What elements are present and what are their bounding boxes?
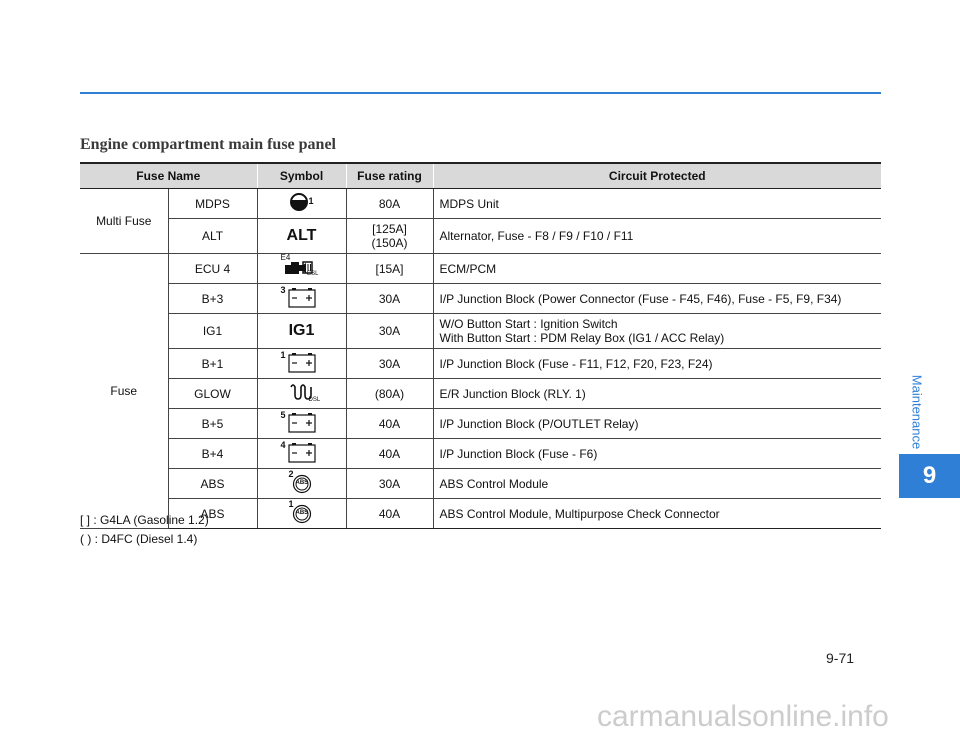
circuit-line-1: W/O Button Start : Ignition Switch <box>439 317 618 331</box>
fuse-symbol <box>257 254 346 284</box>
col-fuse-rating: Fuse rating <box>346 163 433 189</box>
fuse-name: B+4 <box>168 439 257 469</box>
fuse-name: ECU 4 <box>168 254 257 284</box>
rating-diesel: (150A) <box>371 236 408 250</box>
fuse-symbol <box>257 379 346 409</box>
circuit-protected <box>433 314 881 349</box>
battery-icon <box>267 284 337 310</box>
fuse-rating: (80A) <box>346 379 433 409</box>
table-row <box>80 314 881 349</box>
abs-symbol-label: ABS <box>295 480 309 486</box>
symbol-number: 1 <box>280 350 286 360</box>
abs-symbol-label: ABS <box>295 510 309 516</box>
fuse-rating: 40A <box>346 499 433 529</box>
top-rule <box>80 92 881 94</box>
fuse-rating: 40A <box>346 409 433 439</box>
group-fuse: Fuse <box>80 254 168 529</box>
table-row <box>80 469 881 499</box>
symbol-number: 1 <box>308 196 314 206</box>
fuse-symbol <box>257 314 346 349</box>
circuit-protected: I/P Junction Block (Fuse - F11, F12, F20, F23, F24) <box>433 349 881 379</box>
table-row <box>80 254 881 284</box>
fuse-symbol <box>257 284 346 314</box>
fuse-name: ABS <box>168 469 257 499</box>
note-gasoline: [ ] : G4LA (Gasoline 1.2) <box>80 513 209 527</box>
fuse-rating: 30A <box>346 469 433 499</box>
page-title: Engine compartment main fuse panel <box>80 136 336 153</box>
circuit-protected: E/R Junction Block (RLY. 1) <box>433 379 881 409</box>
table-row <box>80 439 881 469</box>
fuse-symbol <box>257 439 346 469</box>
fuse-name: ALT <box>168 219 257 254</box>
col-symbol: Symbol <box>257 163 346 189</box>
fuse-symbol <box>257 349 346 379</box>
battery-icon <box>267 439 337 465</box>
section-label-text: Maintenance <box>909 374 925 450</box>
circuit-protected: I/P Junction Block (Fuse - F6) <box>433 439 881 469</box>
battery-icon <box>267 409 337 435</box>
fuse-rating: [15A] <box>346 254 433 284</box>
fuse-name: GLOW <box>168 379 257 409</box>
fuse-name: ABS <box>168 499 257 529</box>
circuit-protected: Alternator, Fuse - F8 / F9 / F10 / F11 <box>433 219 881 254</box>
col-fuse-name: Fuse Name <box>80 163 257 189</box>
chapter-tab: 9 <box>899 454 960 498</box>
fuse-name: B+1 <box>168 349 257 379</box>
fuse-name: B+3 <box>168 284 257 314</box>
fuse-symbol <box>257 499 346 529</box>
note-diesel: ( ) : D4FC (Diesel 1.4) <box>80 532 198 546</box>
table-notes <box>80 511 209 549</box>
table-header-row <box>80 163 881 189</box>
glow-plug-icon <box>267 379 337 405</box>
engine-ecu-icon <box>267 254 337 280</box>
battery-icon <box>267 349 337 375</box>
fuse-rating <box>346 219 433 254</box>
fuse-name: IG1 <box>168 314 257 349</box>
table-row <box>80 219 881 254</box>
symbol-number: 2 <box>288 469 294 479</box>
symbol-superscript: E4 <box>280 253 291 262</box>
ig1-symbol-text: IG1 <box>288 322 315 339</box>
fuse-table <box>80 162 881 529</box>
fuse-name: B+5 <box>168 409 257 439</box>
alt-symbol-text: ALT <box>286 227 317 244</box>
page-number: 9-71 <box>826 650 855 666</box>
circuit-protected: I/P Junction Block (P/OUTLET Relay) <box>433 409 881 439</box>
col-circuit: Circuit Protected <box>433 163 881 189</box>
table-row <box>80 189 881 219</box>
symbol-number: 1 <box>288 499 294 509</box>
fuse-rating: 30A <box>346 314 433 349</box>
symbol-subscript: GSL <box>306 271 319 277</box>
fuse-rating: 30A <box>346 349 433 379</box>
fuse-symbol <box>257 469 346 499</box>
table-row <box>80 349 881 379</box>
watermark: carmanualsonline.info <box>597 700 889 733</box>
circuit-protected: ECM/PCM <box>433 254 881 284</box>
group-multi-fuse: Multi Fuse <box>80 189 168 254</box>
table-row <box>80 379 881 409</box>
fuse-symbol <box>257 219 346 254</box>
rating-gasoline: [125A] <box>372 222 407 236</box>
circuit-protected: I/P Junction Block (Power Connector (Fuse - F45, F46), Fuse - F5, F9, F34) <box>433 284 881 314</box>
fuse-name: MDPS <box>168 189 257 219</box>
fuse-symbol <box>257 189 346 219</box>
table-row <box>80 284 881 314</box>
circuit-line-2: With Button Start : PDM Relay Box (IG1 / ACC Relay) <box>439 331 725 345</box>
circuit-protected: ABS Control Module, Multipurpose Check Connector <box>433 499 881 529</box>
symbol-subscript: DSL <box>308 397 321 403</box>
steering-wheel-icon <box>267 189 337 215</box>
circuit-protected: ABS Control Module <box>433 469 881 499</box>
symbol-number: 3 <box>280 285 286 295</box>
fuse-rating: 40A <box>346 439 433 469</box>
circuit-protected: MDPS Unit <box>433 189 881 219</box>
symbol-number: 5 <box>280 410 286 420</box>
section-side-label <box>902 362 932 462</box>
fuse-symbol <box>257 409 346 439</box>
table-row <box>80 409 881 439</box>
fuse-rating: 30A <box>346 284 433 314</box>
fuse-rating: 80A <box>346 189 433 219</box>
symbol-number: 4 <box>280 440 286 450</box>
